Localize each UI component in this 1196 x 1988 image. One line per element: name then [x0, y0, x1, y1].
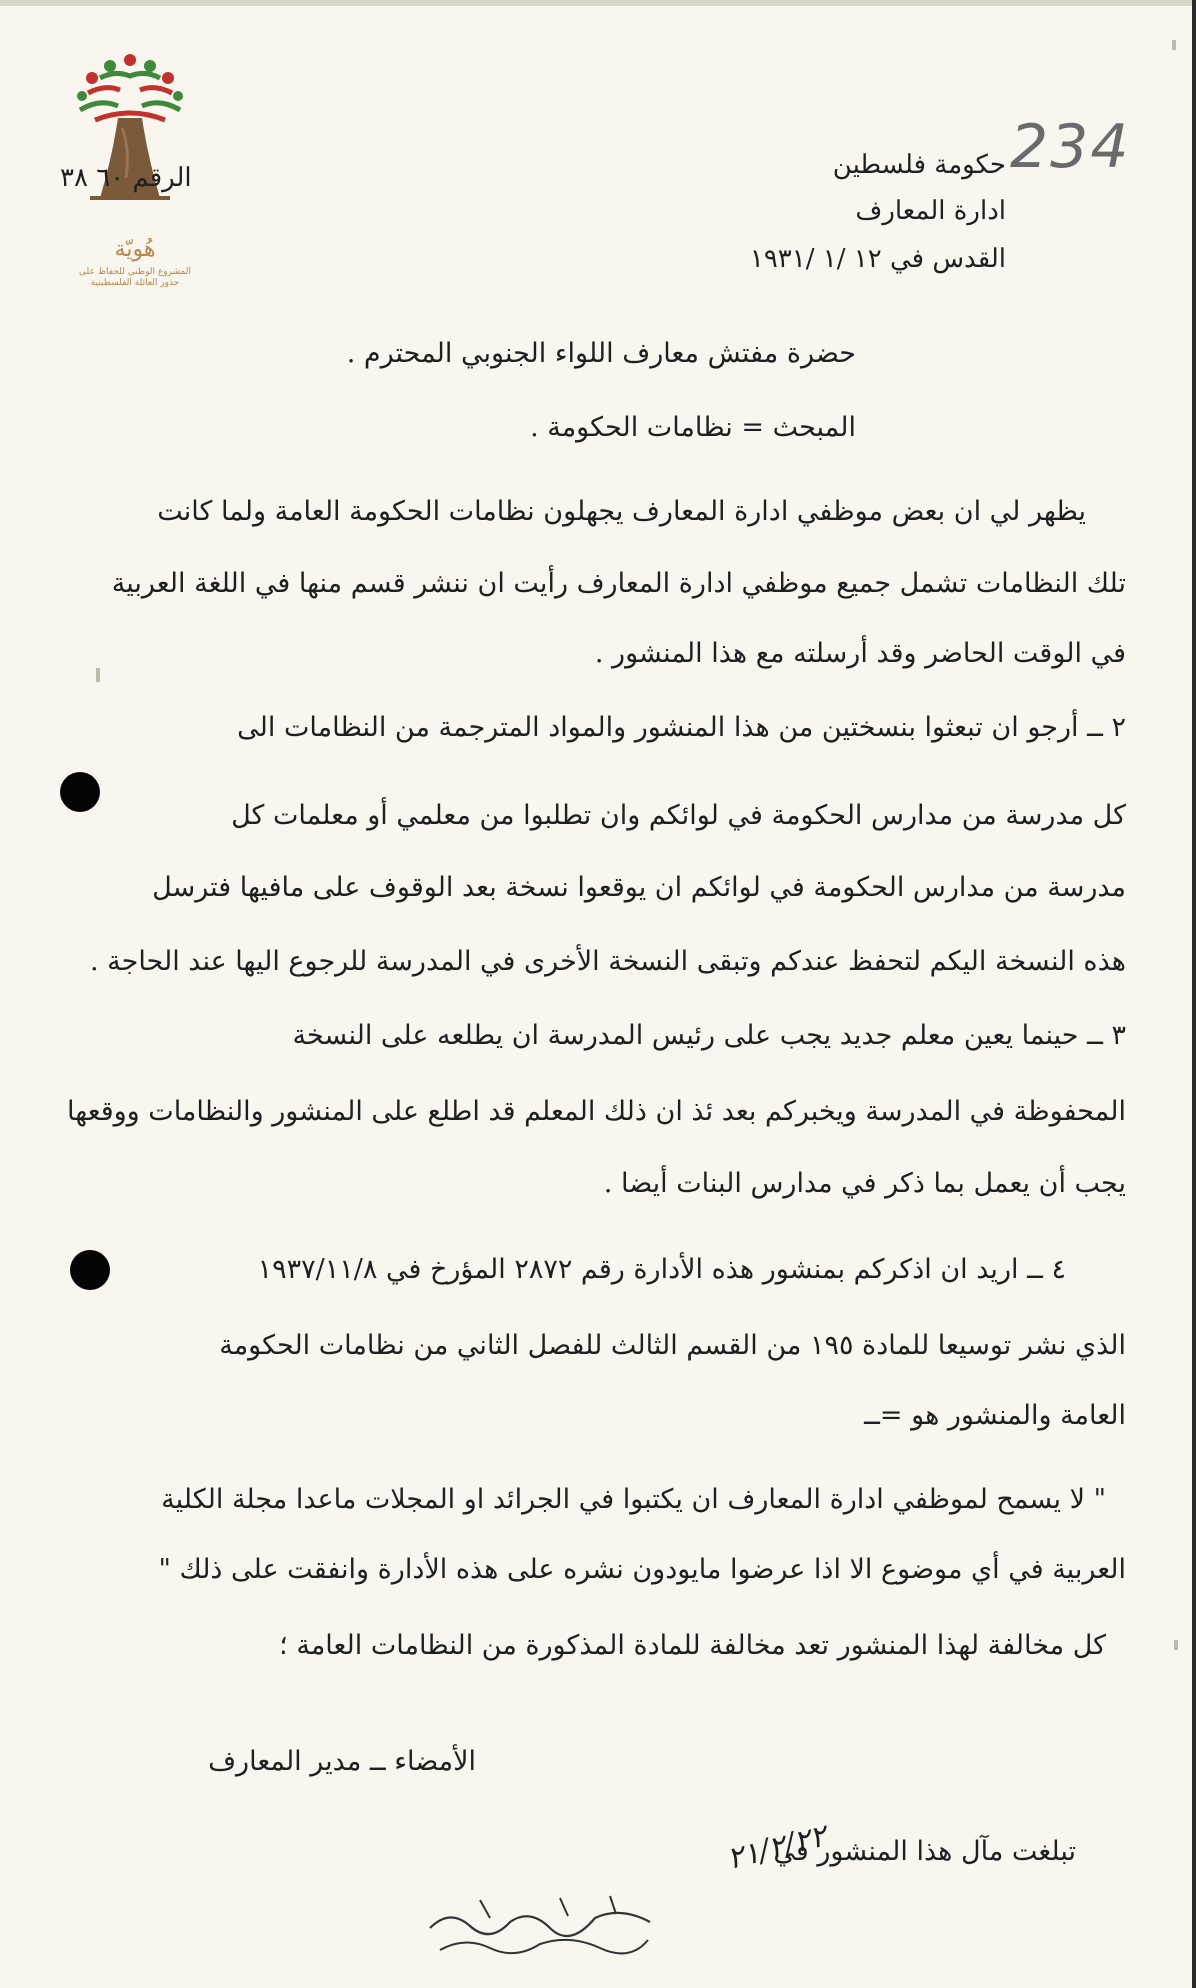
paragraph-2-line-3: مدرسة من مدارس الحكومة في لوائكم ان يوقعوا نسخة بعد الوقوف على مافيها فترسل [152, 872, 1126, 903]
addressee-line: حضرة مفتش معارف اللواء الجنوبي المحترم . [346, 338, 856, 369]
paragraph-2-line-1: ٢ ــ أرجو ان تبعثوا بنسختين من هذا المنشور والمواد المترجمة من النظامات الى [237, 712, 1126, 743]
paragraph-2-line-4: هذه النسخة اليكم لتحفظ عندكم وتبقى النسخة الأخرى في المدرسة للرجوع اليها عند الحاجة . [89, 946, 1126, 977]
handwritten-signature [420, 1888, 660, 1968]
logo-caption-line-2: جذور العائلة الفلسطينية [90, 278, 180, 289]
paragraph-3-line-1: ٣ ــ حينما يعين معلم جديد يجب على رئيس المدرسة ان يطلعه على النسخة [292, 1020, 1126, 1051]
signature-block: الأمضاء ــ مدير المعارف [208, 1746, 476, 1777]
paragraph-1-line-3: في الوقت الحاضر وقد أرسلته مع هذا المنشور . [594, 638, 1126, 669]
logo-word: هُويّة [114, 237, 156, 262]
paragraph-1-line-1: يظهر لي ان بعض موظفي ادارة المعارف يجهلون نظامات الحكومة العامة ولما كانت [157, 496, 1086, 527]
header-department: ادارة المعارف [855, 196, 1006, 226]
quotation-line-2: العربية في أي موضوع الا اذا عرضوا مايودون نشره على هذه الأدارة وانفقت على ذلك " [158, 1554, 1126, 1585]
reference-number: الرقم ٦٠ ٣٨ [60, 163, 192, 193]
header-place-date: القدس في ١٢ /١ /١٩٣١ [749, 244, 1006, 274]
family-tree-logo [60, 48, 200, 258]
header-government: حكومة فلسطين [832, 150, 1006, 180]
receipt-note: تبلغت مآل هذا المنشور في [773, 1836, 1076, 1867]
punch-hole-mark [70, 1250, 110, 1290]
paragraph-1-line-2: تلك النظامات تشمل جميع موظفي ادارة المعارف رأيت ان ننشر قسم منها في اللغة العربية [111, 568, 1126, 599]
paragraph-4-line-3: العامة والمنشور هو =ــ [864, 1400, 1126, 1431]
receipt-date: ٢١/٢/٢٢ [723, 1818, 831, 1877]
archive-number: 234 [1010, 112, 1131, 182]
scan-speck [96, 668, 100, 682]
scan-speck [1174, 1640, 1178, 1650]
paragraph-4-line-2: الذي نشر توسيعا للمادة ١٩٥ من القسم الثالث للفصل الثاني من نظامات الحكومة [219, 1330, 1126, 1361]
punch-hole-mark [60, 772, 100, 812]
paragraph-4-line-1: ٤ ــ اريد ان اذكركم بمنشور هذه الأدارة رقم ٢٨٧٢ المؤرخ في ١٩٣٧/١١/٨ [257, 1254, 1066, 1285]
scan-right-edge [1192, 0, 1196, 1988]
paragraph-3-line-2: المحفوظة في المدرسة ويخبركم بعد ئذ ان ذلك المعلم قد اطلع على المنشور والنظامات ووقعها [67, 1096, 1126, 1127]
closing-paragraph-line-1: كل مخالفة لهذا المنشور تعد مخالفة للمادة المذكورة من النظامات العامة ؛ [279, 1630, 1106, 1661]
quotation-line-1: " لا يسمح لموظفي ادارة المعارف ان يكتبوا في الجرائد او المجلات ماعدا مجلة الكلية [161, 1484, 1106, 1515]
scan-speck [1172, 40, 1176, 50]
logo-caption [60, 236, 210, 290]
tree-logo-icon [60, 48, 200, 248]
logo-caption-line-1: المشروع الوطني للحفاظ على [78, 266, 191, 277]
scan-top-edge [0, 0, 1196, 6]
paragraph-2-line-2: كل مدرسة من مدارس الحكومة في لوائكم وان تطلبوا من معلمي أو معلمات كل [231, 800, 1126, 831]
paragraph-3-line-3: يجب أن يعمل بما ذكر في مدارس البنات أيضا . [603, 1168, 1126, 1199]
subject-line: المبحث = نظامات الحكومة . [530, 412, 856, 443]
